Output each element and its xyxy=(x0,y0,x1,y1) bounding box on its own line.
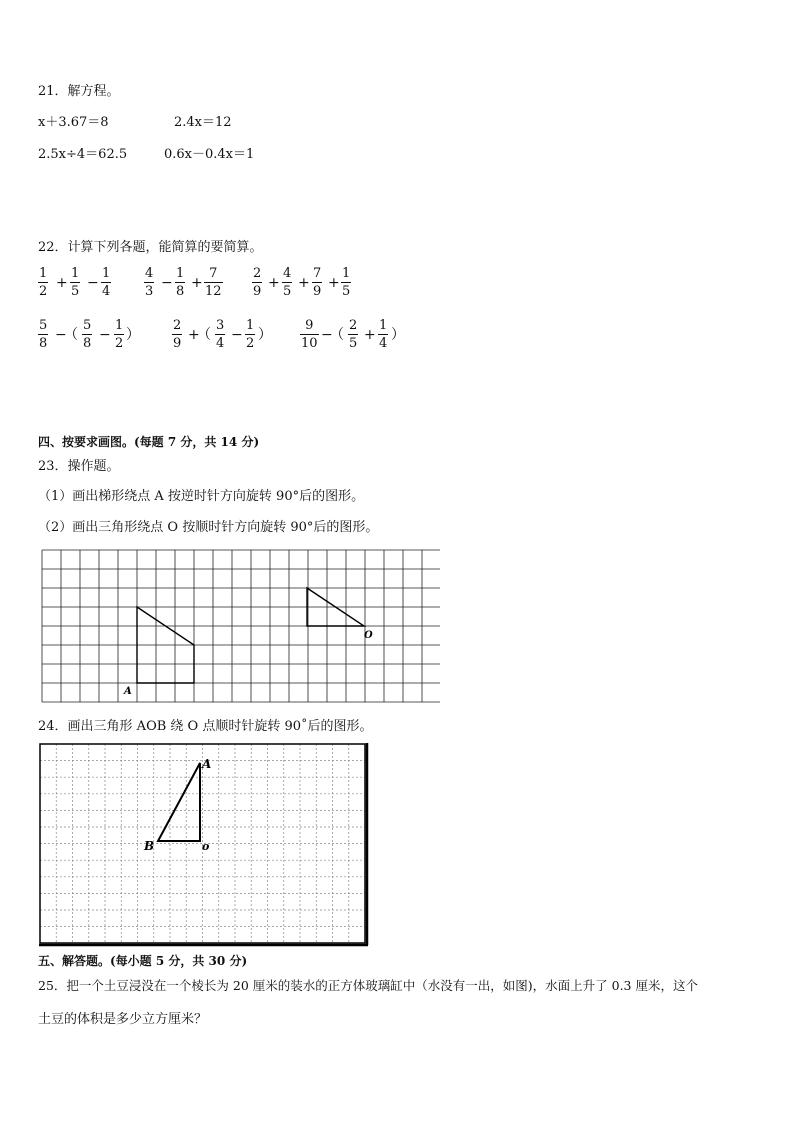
fraction: 4 5 xyxy=(283,266,292,299)
q24-title: 24．画出三角形 AOB 绕 O 点顺时针旋转 90˚后的图形。 xyxy=(38,719,373,734)
plus-sign: + xyxy=(268,275,280,291)
fraction: 1 2 xyxy=(115,318,124,351)
point-b-label: B xyxy=(144,839,155,853)
q23-part-1: （1）画出梯形绕点 A 按逆时针方向旋转 90°后的图形。 xyxy=(38,489,365,504)
plus-sign: + xyxy=(364,327,376,343)
q21-equation-2: 2.4x＝12 xyxy=(174,115,232,130)
left-paren: （ xyxy=(330,327,344,343)
point-o-label: O xyxy=(364,630,373,641)
section-4-heading: 四、按要求画图。(每题 7 分，共 14 分) xyxy=(38,435,260,449)
fraction: 1 5 xyxy=(342,266,351,299)
q22-title: 22．计算下列各题，能简算的要简算。 xyxy=(38,240,263,255)
minus-sign: − xyxy=(99,327,111,343)
fraction: 1 4 xyxy=(102,266,111,299)
q21-title: 21．解方程。 xyxy=(38,84,120,99)
q21-equation-4: 0.6x－0.4x＝1 xyxy=(164,147,255,162)
minus-sign: − xyxy=(231,327,243,343)
q21-equation-1: x＋3.67＝8 xyxy=(38,115,109,130)
fraction: 3 4 xyxy=(216,318,225,351)
q23-grid xyxy=(40,548,440,704)
q25-line-2: 土豆的体积是多少立方厘米？ xyxy=(38,1012,208,1027)
fraction: 7 12 xyxy=(205,266,222,299)
fraction: 5 8 xyxy=(83,318,92,351)
q23-part-2: （2）画出三角形绕点 O 按顺时针方向旋转 90°后的图形。 xyxy=(38,520,379,535)
fraction: 2 5 xyxy=(349,318,358,351)
minus-sign: − xyxy=(87,275,99,291)
section-5-heading: 五、解答题。(每小题 5 分，共 30 分) xyxy=(38,954,248,968)
right-paren: ） xyxy=(258,327,272,343)
fraction: 1 4 xyxy=(379,318,388,351)
q25-line-1: 25．把一个土豆浸没在一个棱长为 20 厘米的装水的正方体玻璃缸中（水没有一出，如图)，水面上升了 0.3 厘米，这个 xyxy=(38,978,698,993)
minus-sign: − xyxy=(161,275,173,291)
point-a-label: A xyxy=(202,757,212,771)
fraction: 2 9 xyxy=(173,318,182,351)
point-o-label: o xyxy=(202,840,210,853)
plus-sign: + xyxy=(298,275,310,291)
minus-sign: − xyxy=(321,327,333,343)
plus-sign: + xyxy=(191,275,203,291)
plus-sign: + xyxy=(188,327,200,343)
right-paren: ） xyxy=(391,327,405,343)
q21-equation-3: 2.5x÷4＝62.5 xyxy=(38,147,128,162)
fraction: 1 5 xyxy=(71,266,80,299)
fraction: 2 9 xyxy=(253,266,262,299)
plus-sign: + xyxy=(56,275,68,291)
q23-title: 23．操作题。 xyxy=(38,459,120,474)
plus-sign: + xyxy=(328,275,340,291)
minus-sign: − xyxy=(55,327,67,343)
fraction: 1 8 xyxy=(176,266,185,299)
left-paren: （ xyxy=(64,327,78,343)
fraction: 1 2 xyxy=(39,266,48,299)
fraction: 7 9 xyxy=(313,266,322,299)
fraction: 4 3 xyxy=(145,266,154,299)
triangle-aob xyxy=(158,763,200,841)
fraction: 9 10 xyxy=(301,318,318,351)
fraction: 1 2 xyxy=(246,318,255,351)
fraction: 5 8 xyxy=(39,318,48,351)
q24-grid xyxy=(38,742,370,948)
left-paren: （ xyxy=(197,327,211,343)
point-a-label: A xyxy=(124,686,132,697)
right-paren: ） xyxy=(126,327,140,343)
